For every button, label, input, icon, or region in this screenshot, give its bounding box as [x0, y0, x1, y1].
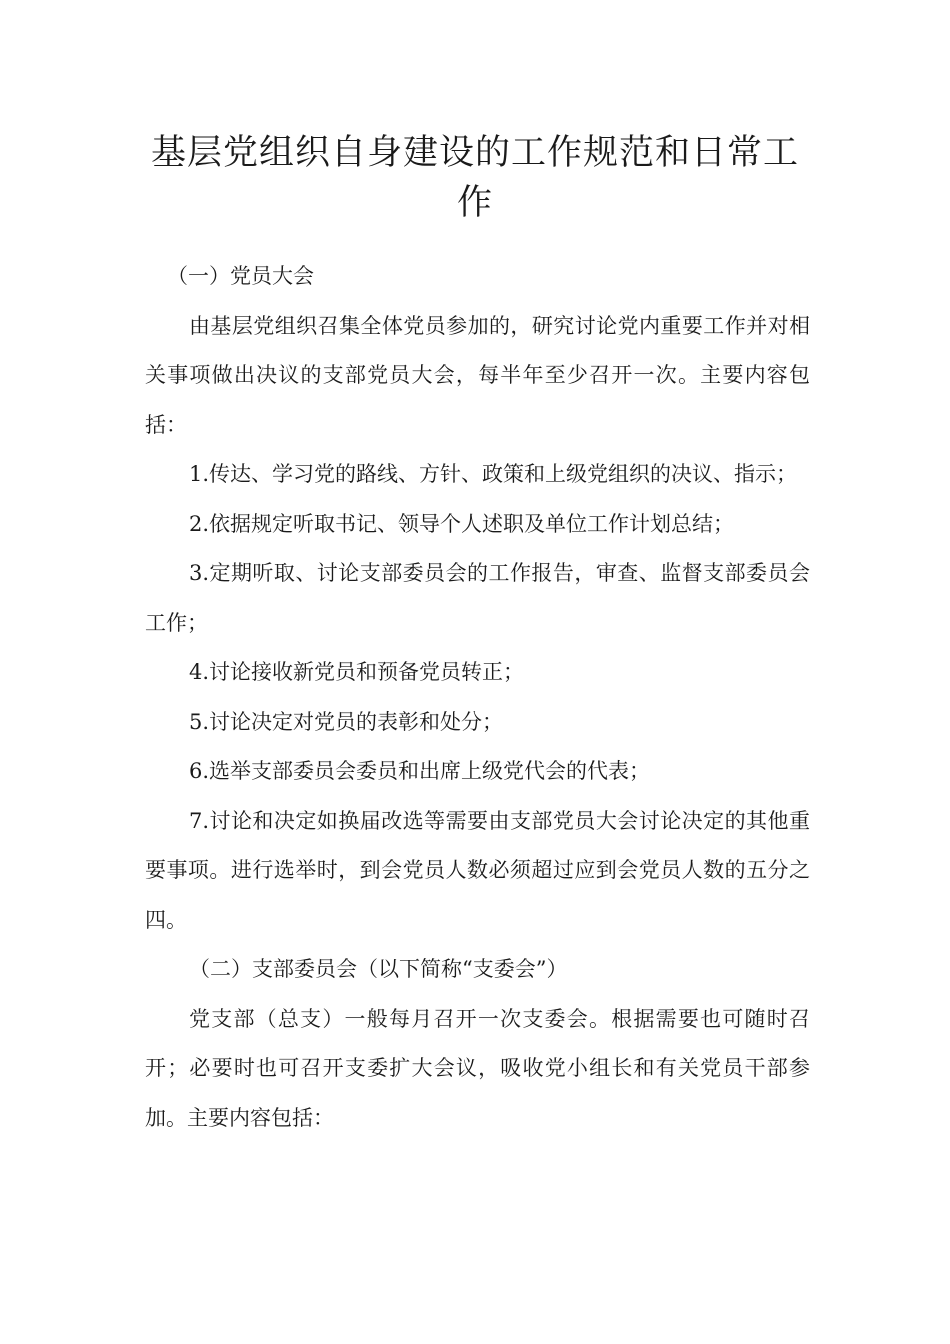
section-heading-party-congress: （一）党员大会	[167, 264, 314, 288]
list-item-2: 2.依据规定听取书记、领导个人述职及单位工作计划总结；	[189, 511, 735, 536]
list-item-3: 3.定期听取、讨论支部委员会的工作报告，审查、监督支部委员会工作；	[145, 561, 810, 635]
paragraph-committee-intro: 党支部（总支）一般每月召开一次支委会。根据需要也可随时召开；必要时也可召开支委扩大会议，吸收党小组长和有关党员干部参加。主要内容包括：	[145, 1006, 810, 1130]
paragraph-congress-intro: 由基层党组织召集全体党员参加的，研究讨论党内重要工作并对相关事项做出决议的支部党员大会，每半年至少召开一次。主要内容包括：	[145, 313, 810, 437]
section-heading-branch-committee: （二）支部委员会（以下简称“支委会”）	[189, 957, 568, 981]
document-body	[145, 252, 810, 1143]
list-item-4: 4.讨论接收新党员和预备党员转正；	[189, 660, 525, 684]
list-item-6: 6.选举支部委员会委员和出席上级党代会的代表；	[189, 759, 651, 783]
list-item-5: 5.讨论决定对党员的表彰和处分；	[189, 709, 504, 734]
list-item-7: 7.讨论和决定如换届改选等需要由支部党员大会讨论决定的其他重要事项。进行选举时，到会党员人数必须超过应到会党员人数的五分之四。	[145, 808, 810, 932]
document-title: 基层党组织自身建设的工作规范和日常工作	[150, 133, 799, 223]
list-item-1: 1.传达、学习党的路线、方针、政策和上级党组织的决议、指示；	[189, 462, 798, 486]
